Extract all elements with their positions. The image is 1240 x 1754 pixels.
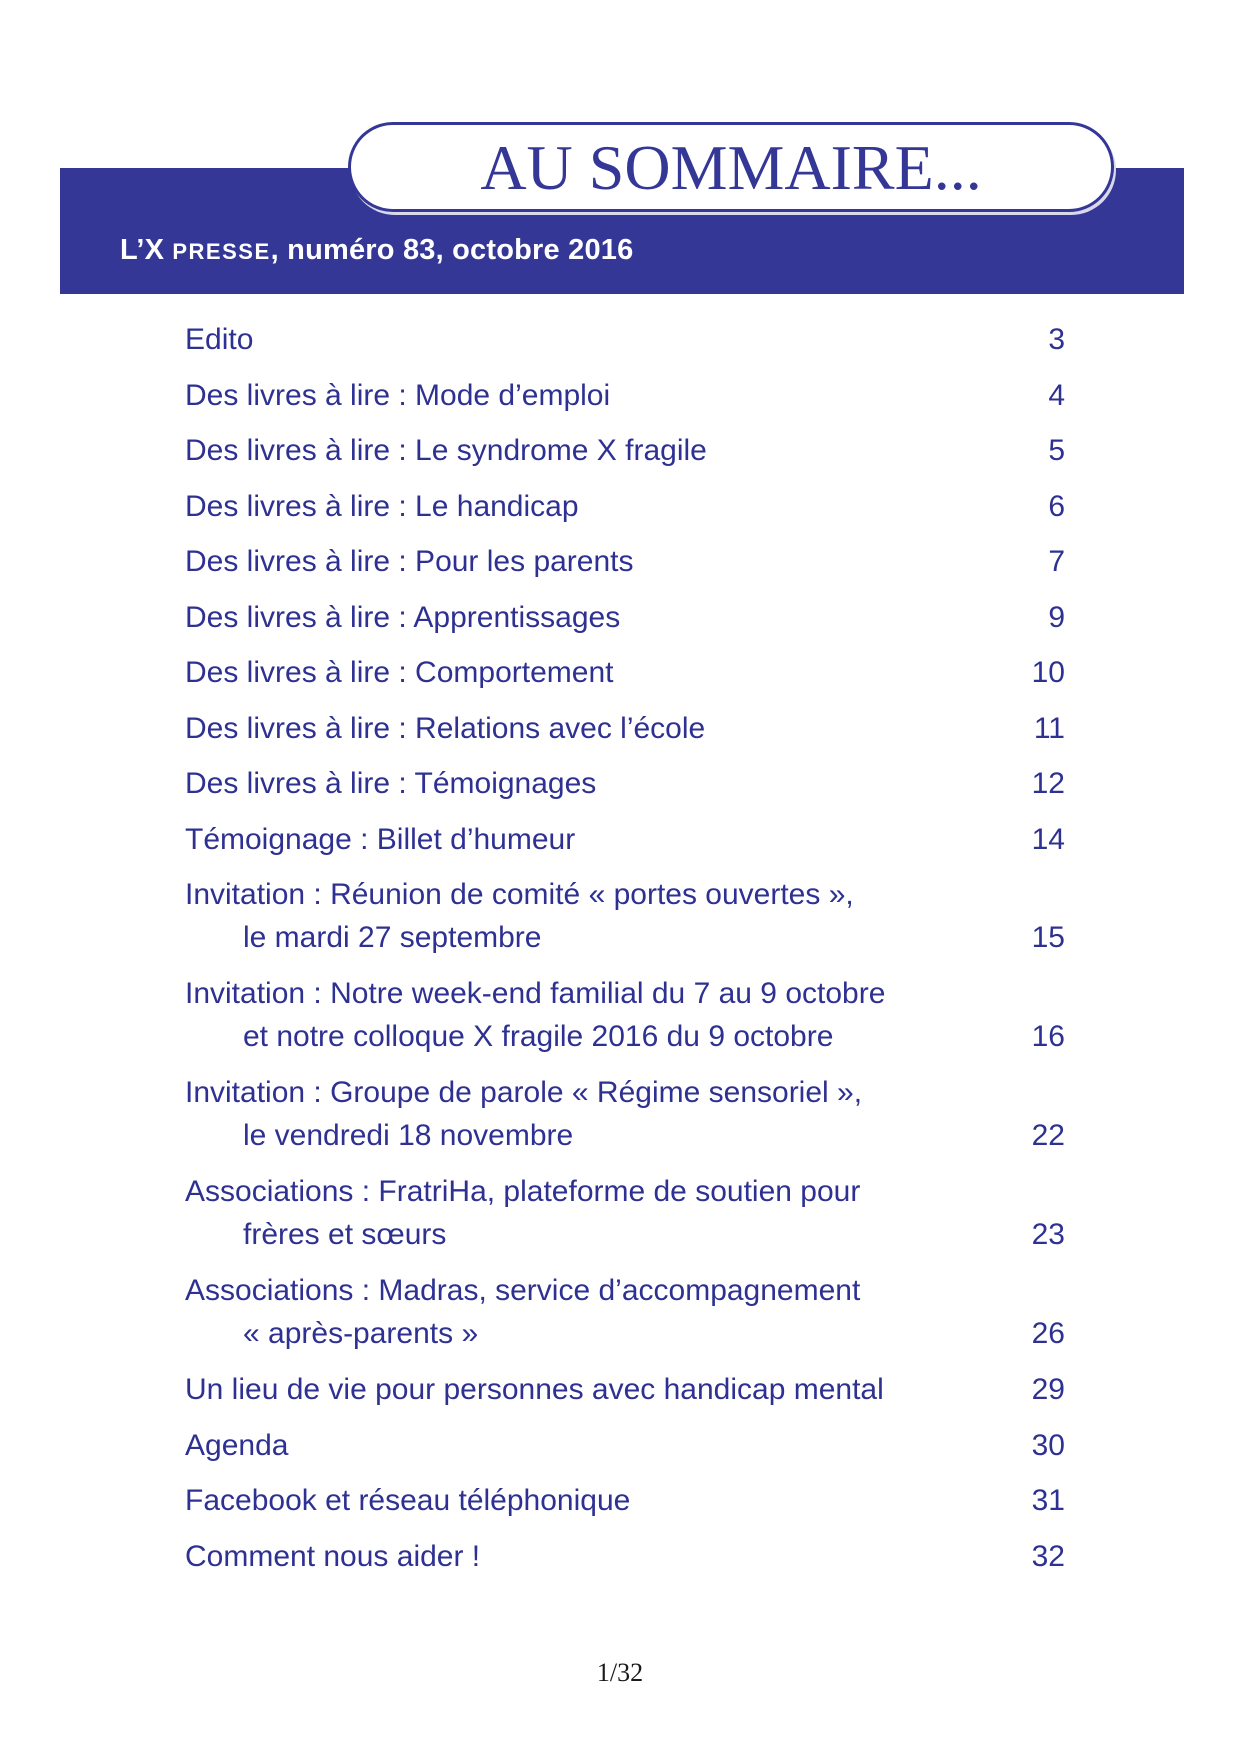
subtitle-smallcaps: PRESSE [172,239,271,264]
toc-page-number: 30 [1031,1428,1065,1462]
toc-page-number: 3 [1048,323,1065,356]
toc-page-number: 9 [1048,600,1065,634]
toc-entry [185,540,1065,583]
table-of-contents [185,318,1065,1590]
toc-page-number: 12 [1031,767,1065,800]
toc-entry-title-continued: le mardi 27 septembre [243,921,542,954]
toc-entry-title: Témoignage : Billet d’humeur [185,822,576,856]
toc-entry [185,596,1065,639]
subtitle-suffix: , numéro 83, octobre 2016 [270,234,634,266]
toc-entry-title: Des livres à lire : Mode d’emploi [185,378,611,412]
toc-entry [185,972,1065,1058]
toc-page-number: 15 [1031,921,1065,954]
toc-page-number: 6 [1048,489,1065,523]
toc-entry [185,429,1065,472]
toc-entry-title-continued: le vendredi 18 novembre [243,1119,574,1152]
toc-entry [185,762,1065,805]
toc-entry-title: Associations : Madras, service d’accompagnement [185,1274,861,1307]
toc-entry-title: Des livres à lire : Le handicap [185,489,579,523]
toc-entry [185,1479,1065,1522]
toc-entry-title: Associations : FratriHa, plateforme de soutien pour [185,1175,861,1208]
toc-entry-title: Des livres à lire : Relations avec l’école [185,711,706,745]
toc-entry [185,485,1065,528]
toc-page-number: 32 [1031,1539,1065,1573]
issue-subtitle [120,234,633,267]
toc-page-number: 31 [1031,1484,1065,1517]
toc-entry [185,1170,1065,1256]
toc-entry-title-continued: « après-parents » [243,1317,479,1350]
toc-page-number: 10 [1031,656,1065,689]
toc-entry-title: Un lieu de vie pour personnes avec handicap mental [185,1373,884,1406]
toc-entry-title: Edito [185,323,254,356]
toc-page-number: 7 [1048,545,1065,578]
toc-entry [185,707,1065,750]
toc-entry-title: Invitation : Notre week-end familial du 7 au 9 octobre [185,977,886,1010]
toc-page-number: 5 [1048,434,1065,467]
toc-page-number: 26 [1031,1317,1065,1350]
toc-entry-title: Des livres à lire : Témoignages [185,767,597,800]
toc-page-number: 11 [1033,711,1065,745]
toc-page-number: 16 [1031,1020,1065,1053]
toc-entry-title-continued: frères et sœurs [243,1218,447,1251]
title-box [348,122,1114,212]
page-title: AU SOMMAIRE... [480,132,982,203]
subtitle-prefix: L’X [120,234,173,266]
toc-entry [185,1071,1065,1157]
toc-entry [185,651,1065,694]
toc-entry [185,1269,1065,1355]
toc-page-number: 29 [1031,1373,1065,1406]
toc-page-number: 4 [1048,378,1065,412]
toc-page-number: 14 [1031,822,1065,856]
toc-page-number: 22 [1031,1119,1065,1152]
toc-entry [185,818,1065,861]
toc-entry-title: Agenda [185,1428,289,1462]
toc-entry-title: Des livres à lire : Pour les parents [185,545,634,578]
toc-entry [185,873,1065,959]
toc-entry [185,1368,1065,1411]
toc-entry-title: Comment nous aider ! [185,1539,481,1573]
toc-entry-title: Des livres à lire : Comportement [185,656,614,689]
toc-entry [185,1424,1065,1467]
toc-entry [185,318,1065,361]
toc-entry-title: Des livres à lire : Le syndrome X fragile [185,434,707,467]
page-indicator: 1/32 [596,1658,644,1687]
toc-entry [185,1535,1065,1578]
toc-entry [185,374,1065,417]
toc-page-number: 23 [1031,1218,1065,1251]
toc-entry-title: Des livres à lire : Apprentissages [185,600,621,634]
toc-entry-title-continued: et notre colloque X fragile 2016 du 9 octobre [243,1020,834,1053]
toc-entry-title: Invitation : Groupe de parole « Régime sensoriel », [185,1076,863,1109]
toc-entry-title: Facebook et réseau téléphonique [185,1484,631,1517]
toc-entry-title: Invitation : Réunion de comité « portes ouvertes », [185,878,854,911]
